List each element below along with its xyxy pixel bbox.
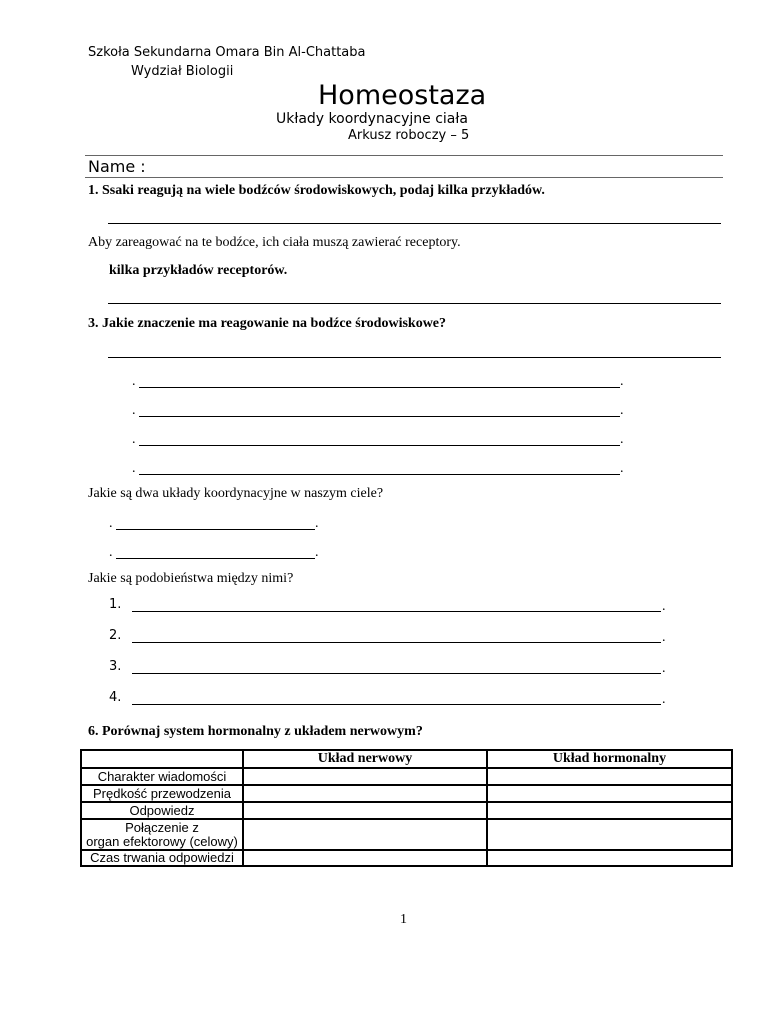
q3-blank-end: . (620, 461, 624, 476)
department-name: Wydział Biologii (131, 64, 234, 79)
q3-blank-dot: . (132, 374, 136, 389)
q5-blank-end: . (662, 599, 666, 614)
answer-line-q2[interactable] (108, 303, 721, 304)
row-label: Czas trwania odpowiedzi (81, 850, 243, 866)
q5-item-number: 2. (109, 628, 122, 643)
table-row (81, 850, 732, 866)
q3-blank-dot: . (132, 432, 136, 447)
divider-bottom (85, 177, 723, 178)
name-label: Name : (88, 157, 146, 176)
page-number: 1 (400, 912, 407, 927)
answer-cell-nervous[interactable] (243, 768, 487, 785)
column-header-hormonal: Układ hormonalny (487, 750, 732, 768)
answer-cell-nervous[interactable] (243, 802, 487, 819)
row-label-line1: Połączenie z (125, 819, 199, 835)
q5-item-number: 1. (109, 597, 122, 612)
table-row (81, 785, 732, 802)
table-row (81, 802, 732, 819)
comparison-table (80, 749, 733, 867)
question-5-text: Jakie są podobieństwa między nimi? (88, 571, 294, 586)
q4-blank-end: . (315, 545, 319, 560)
q3-blank-end: . (620, 374, 624, 389)
question-1-text: 1. Ssaki reagują na wiele bodźców środowiskowych, podaj kilka przykładów. (88, 183, 545, 198)
answer-line-q4-1[interactable] (116, 529, 315, 530)
question-2-intro: Aby zareagować na te bodźce, ich ciała muszą zawierać receptory. (88, 235, 461, 250)
row-label-line2: organ efektorowy (celowy) (86, 833, 238, 849)
answer-line-q5-3[interactable] (132, 673, 661, 674)
worksheet-label: Arkusz roboczy – 5 (348, 128, 470, 143)
answer-line-q4-2[interactable] (116, 558, 315, 559)
row-label: Prędkość przewodzenia (81, 785, 243, 802)
answer-line-q3-1[interactable] (139, 387, 620, 388)
q3-blank-end: . (620, 432, 624, 447)
answer-line-q5-4[interactable] (132, 704, 661, 705)
row-label (81, 819, 243, 850)
table-row (81, 819, 732, 850)
answer-cell-hormonal[interactable] (487, 802, 732, 819)
answer-line-q1[interactable] (108, 223, 721, 224)
column-header-nervous: Układ nerwowy (243, 750, 487, 768)
answer-line-q3-3[interactable] (139, 445, 620, 446)
row-label: Charakter wiadomości (81, 768, 243, 785)
school-name: Szkoła Sekundarna Omara Bin Al-Chattaba (88, 45, 366, 60)
answer-cell-hormonal[interactable] (487, 850, 732, 866)
q5-item-number: 4. (109, 690, 122, 705)
answer-cell-nervous[interactable] (243, 785, 487, 802)
question-6-text: 6. Porównaj system hormonalny z układem nerwowym? (88, 724, 423, 739)
question-4-text: Jakie są dwa układy koordynacyjne w naszym ciele? (88, 486, 384, 501)
answer-cell-nervous[interactable] (243, 819, 487, 850)
q5-blank-end: . (662, 692, 666, 707)
answer-line-q3-4[interactable] (139, 474, 620, 475)
answer-line-q5-1[interactable] (132, 611, 661, 612)
answer-line-q3[interactable] (108, 357, 721, 358)
answer-line-q5-2[interactable] (132, 642, 661, 643)
q3-blank-dot: . (132, 403, 136, 418)
q4-blank-dot: . (109, 516, 113, 531)
q3-blank-dot: . (132, 461, 136, 476)
page-title: Homeostaza (318, 80, 487, 111)
q4-blank-dot: . (109, 545, 113, 560)
answer-cell-nervous[interactable] (243, 850, 487, 866)
q5-blank-end: . (662, 630, 666, 645)
page-subtitle: Układy koordynacyjne ciała (276, 111, 468, 127)
q5-blank-end: . (662, 661, 666, 676)
divider-top (85, 155, 723, 156)
answer-cell-hormonal[interactable] (487, 819, 732, 850)
answer-cell-hormonal[interactable] (487, 768, 732, 785)
q5-item-number: 3. (109, 659, 122, 674)
answer-line-q3-2[interactable] (139, 416, 620, 417)
question-3-text: 3. Jakie znaczenie ma reagowanie na bodźce środowiskowe? (88, 316, 447, 331)
table-row (81, 768, 732, 785)
table-header-row (81, 750, 732, 768)
q3-blank-end: . (620, 403, 624, 418)
row-label: Odpowiedz (81, 802, 243, 819)
column-header-empty (81, 750, 243, 768)
question-2-prompt: kilka przykładów receptorów. (109, 263, 288, 278)
q4-blank-end: . (315, 516, 319, 531)
answer-cell-hormonal[interactable] (487, 785, 732, 802)
